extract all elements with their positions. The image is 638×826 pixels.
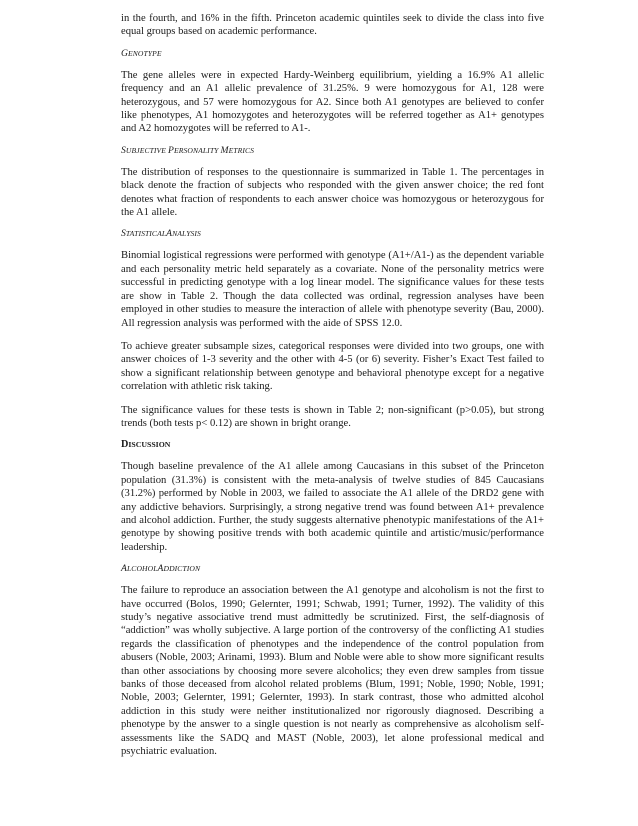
discussion-paragraph: Though baseline prevalence of the A1 allele among Caucasians in this subset of the Princeton population (31.3%) is consistent with the meta-analysis of twelve studies of 845 Caucasians (31.2%) performed by Noble in 2003, we failed to associate the A1 allele of the DRD2 gene with any addictive behaviors. Surprisingly, a strong negative trend was found between A1+ prevalence and alcohol addiction. Further, the study suggests alternative phenotypic manifestations of the A1+ genotype by showing positive trends with both academic quintile and artistic/music/performance leadership. <box>121 461 544 553</box>
alcohol-paragraph: The failure to reproduce an association between the A1 genotype and alcoholism is not the first to have occurred (Bolos, 1990; Gelernter, 1991; Schwab, 1991; Turner, 1992). The validity of this study’s negative associative trend must admittedly be scrutinized. First, the self-diagnosis of “addiction” was wholly subjective. A large portion of the controversy of the conflicting A1 studies regards the classification of phenotypes and the independence of the control population from abusers (Noble, 2003; Arinami, 1993). Blum and Noble were able to show more significant results than other associations by choosing more severe alcoholics; they even drew samples from tissue banks of those deceased from alcohol related problems (Blum, 1991; Noble, 1990; Noble, 1991; Noble, 2003; Gelernter, 1991; Gelernter, 1993). In stark contrast, those who admitted alcohol addiction in this study were neither institutionalized nor rigorously diagnosed. Describing a phenotype by the answer to a single question is not nearly as comprehensive as alcoholism self-assessments like the SADQ and MAST (Noble, 2003), let alone professional medical and psychiatric evaluation. <box>121 585 544 758</box>
personality-metrics-heading: SUBJECTIVE PERSONALITY METRICS <box>121 144 255 156</box>
statistical-paragraph-2: To achieve greater subsample sizes, categorical responses were divided into two groups, one with answer choices of 1-3 severity and the other with 4-5 (or 6) severity. Fisher’s Exact Test failed to show a significant relationship between genotype and behavioral phenotype except for a negative correlation with athletic risk taking. <box>121 340 544 393</box>
alcohol-addiction-heading: ALCOHOLADDICTION <box>121 563 201 575</box>
document-page <box>121 12 544 758</box>
genotype-paragraph: The gene alleles were in expected Hardy-Weinberg equilibrium, yielding a 16.9% A1 allelic frequency and an A1 allelic prevalence of 31.25%. 9 were homozygous for A1, 128 were heterozygous, and 57 were homozygous for A2. Since both A1 genotypes are believed to confer like phenotypes, A1 homozygotes and heterozygotes will be referred together as A1+ genotypes and A2 homozygotes will be referred to A1-. <box>121 69 544 135</box>
intro-continuation-paragraph: in the fourth, and 16% in the fifth. Princeton academic quintiles seek to divide the class into five equal groups based on academic performance. <box>121 13 544 38</box>
statistical-analysis-heading: STATISTICALANALYSIS <box>121 228 201 240</box>
discussion-heading: DISCUSSION <box>121 439 171 451</box>
genotype-heading: GENOTYPE <box>121 47 162 59</box>
personality-paragraph: The distribution of responses to the questionnaire is summarized in Table 1. The percentages in black denote the fraction of subjects who responded with the given answer choice; the red font denotes what fraction of respondents to each answer choice was homozygous or heterozygous for the A1 allele. <box>121 166 544 219</box>
statistical-paragraph-3: The significance values for these tests is shown in Table 2; non-significant (p>0.05), but strong trends (both tests p< 0.12) are shown in bright orange. <box>121 404 544 429</box>
statistical-paragraph-1: Binomial logistical regressions were performed with genotype (A1+/A1-) as the dependent variable and each personality metric held separately as a covariate. None of the personality metrics were successful in predicting genotype with a log linear model. The significance values for these tests are show in Table 2. Though the data collected was ordinal, regression analyses have been employed in other studies to measure the interaction of allele with phenotype severity (Bau, 2000). All regression analysis was performed with the aide of SPSS 12.0. <box>121 250 544 329</box>
